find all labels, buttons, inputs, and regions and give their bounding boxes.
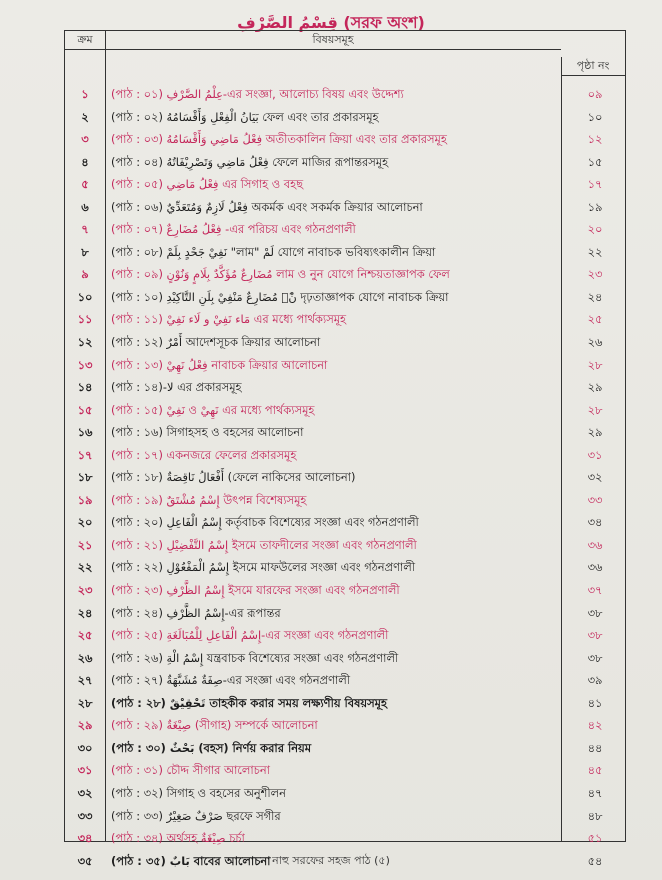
table-row xyxy=(65,218,625,241)
row-topic-text: (পাঠ : ০৩) فِعْلُ مَاضِي وَأَقْسَامُهُ অতীতকালিন ক্রিয়া এবং তার প্রকারসমূহ xyxy=(111,132,447,147)
serial-header: ক্রম xyxy=(65,31,105,50)
row-topic-text: (পাঠ : ১১) مَاء نَفِيْ و لَاء نَفِيْ এর মধ্যে পার্থক্যসমূহ xyxy=(111,312,347,327)
row-page-number: ২২ xyxy=(587,244,603,259)
row-topic xyxy=(111,286,551,309)
row-topic-text: (পাঠ : ৩২) সিগাহ ও বহসের অনুশীলন xyxy=(111,785,286,800)
table-row xyxy=(65,827,625,850)
row-number: ২৩ xyxy=(77,583,93,598)
row-page-number: ৫১ xyxy=(587,831,603,846)
row-page-number: ৩৭ xyxy=(587,583,603,598)
row-page-number: ৩১ xyxy=(587,447,603,462)
row-topic-text: (পাঠ : ২১) إِسْمُ التَّفْضِيْلِ ইসমে তাফদীলের সংজ্ঞা এবং গঠনপ্রণালী xyxy=(111,537,417,552)
row-number: ২৪ xyxy=(77,605,93,620)
row-number: ২৭ xyxy=(77,673,93,688)
table-row xyxy=(65,173,625,196)
row-topic xyxy=(111,714,551,737)
row-topic xyxy=(111,737,551,760)
row-topic xyxy=(111,151,551,174)
row-page-number: ১০ xyxy=(587,109,603,124)
row-number: ২ xyxy=(81,109,89,124)
row-number: ১২ xyxy=(77,335,93,350)
row-topic xyxy=(111,399,551,422)
row-page-number: ২৫ xyxy=(587,312,603,327)
row-topic xyxy=(111,782,551,805)
row-topic-text: (পাঠ : ৩১) চৌদ্দ সীগার আলোচনা xyxy=(111,763,270,778)
row-topic xyxy=(111,354,551,377)
row-number: ১৯ xyxy=(77,492,93,507)
row-number: ৩০ xyxy=(77,740,93,755)
table-row xyxy=(65,647,625,670)
table-row xyxy=(65,782,625,805)
row-page-number: ৩৩ xyxy=(587,492,603,507)
page-header: পৃষ্ঠা নং xyxy=(561,57,625,76)
row-topic-text: (পাঠ : ৩৫) بَابٌ বাবের আলোচনা xyxy=(111,853,271,868)
row-page-number: ০৯ xyxy=(587,87,603,101)
row-number: ২০ xyxy=(77,515,93,530)
row-number: ৩ xyxy=(81,132,89,147)
row-topic-text: (পাঠ : ১৮) أَفْعَالُ نَاقِصَةٌ (ফেলে নাকিসের আলোচনা) xyxy=(111,470,356,485)
row-topic xyxy=(111,692,551,715)
row-number: ৪ xyxy=(81,154,89,169)
page-footer: নাহু সরফের সহজ পাঠ (৫) xyxy=(272,854,390,867)
row-page-number: ২৬ xyxy=(587,335,603,350)
table-row xyxy=(65,399,625,422)
row-page-number: ১৭ xyxy=(587,177,603,192)
row-page-number: ৩৯ xyxy=(587,673,603,688)
table-row xyxy=(65,354,625,377)
row-page-number: ৩২ xyxy=(587,470,603,485)
row-topic-text: (পাঠ : ৩৪) অর্থসহ صِيْغَةٌ চর্চা xyxy=(111,831,245,846)
row-topic xyxy=(111,827,551,850)
table-row xyxy=(65,83,625,106)
row-number: ২৮ xyxy=(77,695,93,710)
row-topic xyxy=(111,579,551,602)
row-topic xyxy=(111,376,551,399)
table-row xyxy=(65,579,625,602)
row-number: ১০ xyxy=(77,289,93,304)
row-number: ২২ xyxy=(77,560,93,575)
table-row xyxy=(65,421,625,444)
table-row xyxy=(65,737,625,760)
row-topic-text: (পাঠ : ২৬) إِسْمُ الْةِ যন্ত্রবাচক বিশেষ্যের সংজ্ঞা এবং গঠনপ্রণালী xyxy=(111,650,399,665)
contents-list xyxy=(65,83,625,872)
row-topic xyxy=(111,308,551,331)
row-number: ১৮ xyxy=(77,470,93,485)
row-topic-text: (পাঠ : ১৯) إِسْمُ مُشْتَقٌ উৎপন্ন বিশেষ্যসমূহ xyxy=(111,492,307,507)
row-topic-text: (পাঠ : ২৪) إِسْمُ الظَّرْفِ-এর রূপান্তর xyxy=(111,605,281,620)
row-topic-text: (পাঠ : ১৪)-لا এর প্রকারসমূহ xyxy=(111,380,242,395)
row-page-number: ২৪ xyxy=(587,289,603,304)
row-number: ১৪ xyxy=(77,380,93,395)
table-row xyxy=(65,511,625,534)
row-topic-text: (পাঠ : ০৫) فِعْلُ مَاضِي এর সিগাহ ও বহছ xyxy=(111,177,304,192)
row-number: ১ xyxy=(81,87,89,101)
row-topic-text: (পাঠ : ০৯) مُضَارِعٌ مُؤَكَّدٌ بِلَامٍ وَنُوْنٍ লাম ও নুন যোগে নিশ্চয়তাজ্ঞাপক ফেল xyxy=(111,267,450,282)
row-topic-text: (পাঠ : ১৬) সিগাহসহ ও বহসের আলোচনা xyxy=(111,425,304,440)
row-topic-text: (পাঠ : ২০) إِسْمُ الْفَاعِلِ কর্তৃবাচক বিশেষ্যের সংজ্ঞা এবং গঠনপ্রণালী xyxy=(111,515,419,530)
page-title: قِسْمُ الصَّرْفِ (সরফ অংশ) xyxy=(237,13,425,32)
row-number: ৬ xyxy=(81,199,89,214)
table-row xyxy=(65,466,625,489)
row-page-number: ৩৪ xyxy=(587,515,603,530)
row-topic-text: (পাঠ : ০৬) فِعْلُ لَازِمٌ وَمُتَعَدِّيٌ অকর্মক এবং সকর্মক ক্রিয়ার আলোচনা xyxy=(111,199,423,214)
table-row xyxy=(65,106,625,129)
row-page-number: ৪৫ xyxy=(587,763,603,778)
row-topic-text: (পাঠ : ২৭) صِفَةٌ مُشَبَّهَةٌ-এর সংজ্ঞা এবং গঠনপ্রণালী xyxy=(111,673,351,688)
row-topic xyxy=(111,444,551,467)
table-row xyxy=(65,128,625,151)
row-page-number: ১৫ xyxy=(587,154,603,169)
row-topic-text: (পাঠ : ১২) أَمْرٌ আদেশসূচক ক্রিয়ার আলোচনা xyxy=(111,335,321,350)
table-row xyxy=(65,241,625,264)
row-number: ৩৪ xyxy=(77,831,93,846)
row-page-number: ৩৬ xyxy=(587,560,603,575)
row-page-number: ৪২ xyxy=(587,718,603,733)
row-topic xyxy=(111,534,551,557)
row-number: ৩১ xyxy=(77,763,93,778)
table-row xyxy=(65,196,625,219)
row-page-number: ২৯ xyxy=(587,425,603,440)
row-topic-text: (পাঠ : ০৮) نَفِيْ جَحْدٍ بِلَمْ "লাম" لَمْ যোগে নাবাচক ভবিষ্যৎকালীন ক্রিয়া xyxy=(111,244,436,259)
row-number: ৮ xyxy=(81,244,89,259)
row-page-number: ১২ xyxy=(587,132,603,147)
row-page-number: ১৯ xyxy=(587,199,603,214)
row-topic xyxy=(111,556,551,579)
row-number: ১৭ xyxy=(77,447,93,462)
row-number: ২১ xyxy=(77,537,93,552)
row-topic xyxy=(111,466,551,489)
row-topic xyxy=(111,196,551,219)
row-topic-text: (পাঠ : ৩০) بَحْثٌ (বহস) নির্ণয় করার নিয়ম xyxy=(111,740,312,755)
row-number: ৩২ xyxy=(77,785,93,800)
row-page-number: ৩৬ xyxy=(587,537,603,552)
row-topic-text: (পাঠ : ২২) إِسْمُ الْمَفْعُوْلِ ইসমে মাফউলের সংজ্ঞা এবং গঠনপ্রণালী xyxy=(111,560,416,575)
row-number: ১১ xyxy=(77,312,93,327)
row-number: ১৬ xyxy=(77,425,93,440)
row-topic-text: (পাঠ : ০১) عِلْمُ الصَّرْفِ-এর সংজ্ঞা, আলোচ্য বিষয় এবং উদ্দেশ্য xyxy=(111,87,404,101)
row-topic xyxy=(111,218,551,241)
table-row xyxy=(65,151,625,174)
table-row xyxy=(65,534,625,557)
topic-header: বিষয়সমূহ xyxy=(105,31,561,50)
table-row xyxy=(65,331,625,354)
table-row xyxy=(65,263,625,286)
row-topic-text: (পাঠ : ৩৩) صَرْفٌ صَغِيْرٌ ছরফে সগীর xyxy=(111,808,281,823)
row-page-number: ৪৭ xyxy=(587,785,603,800)
row-topic xyxy=(111,647,551,670)
table-row xyxy=(65,805,625,828)
row-topic-text: (পাঠ : ০২) بَيَانُ الْفِعْلِ وَأَقْسَامُهُ ফেল এবং তার প্রকারসমূহ xyxy=(111,109,379,124)
row-page-number: ৪৮ xyxy=(587,808,603,823)
row-topic xyxy=(111,602,551,625)
row-topic xyxy=(111,669,551,692)
table-row xyxy=(65,669,625,692)
row-number: ৯ xyxy=(81,267,89,282)
row-number: ২৫ xyxy=(77,628,93,643)
row-topic xyxy=(111,263,551,286)
row-topic xyxy=(111,511,551,534)
row-number: ৫ xyxy=(81,177,89,192)
row-topic-text: (পাঠ : ০৭) فِعْلُ مُضَارِعٌ -এর পরিচয় এবং গঠনপ্রণালী xyxy=(111,222,356,237)
row-number: ২৯ xyxy=(77,718,93,733)
row-page-number: ২৮ xyxy=(587,357,603,372)
row-topic xyxy=(111,241,551,264)
row-number: ৩৫ xyxy=(77,853,93,868)
table-row xyxy=(65,489,625,512)
row-topic-text: (পাঠ : ২৯) صِيْغَةٌ (সীগাহ) সম্পর্কে আলোচনা xyxy=(111,718,318,733)
row-page-number: ২৮ xyxy=(587,402,603,417)
row-topic-text: (পাঠ : ১৩) فِعْلُ نَهِيْ নাবাচক ক্রিয়ার আলোচনা xyxy=(111,357,328,372)
row-topic xyxy=(111,624,551,647)
row-page-number: ৪৪ xyxy=(587,740,603,755)
row-topic xyxy=(111,331,551,354)
row-topic-text: (পাঠ : ১০) مُضَارِعٌ مَنْفِيْ بِلَنِ التَّاكِيْدِ লَنْ দৃঢ়তাজ্ঞাপক যোগে নাবাচক ক্রিয়া xyxy=(111,289,449,304)
table-row xyxy=(65,624,625,647)
row-page-number: ২৯ xyxy=(587,380,603,395)
row-topic xyxy=(111,805,551,828)
row-page-number: ৫৪ xyxy=(587,853,603,868)
row-number: ২৬ xyxy=(77,650,93,665)
row-topic xyxy=(111,106,551,129)
table-row xyxy=(65,692,625,715)
table-row xyxy=(65,602,625,625)
row-topic-text: (পাঠ : ২৫) إِسْمُ الْفَاعِلِ لِلْمُبَالَغَةِ-এর সংজ্ঞা এবং গঠনপ্রণালী xyxy=(111,628,389,643)
row-page-number: ২০ xyxy=(587,222,603,237)
row-topic xyxy=(111,421,551,444)
row-topic-text: (পাঠ : ১৫) نَفِيْ ও نَهِيْ এর মধ্যে পার্থক্যসমূহ xyxy=(111,402,315,417)
row-topic-text: (পাঠ : ০৪) فِعْلُ مَاضِي وَتَصْرِيْفَاتُهُ ফেলে মাজির রূপান্তরসমূহ xyxy=(111,154,389,169)
row-page-number: ৪১ xyxy=(587,695,603,710)
table-row xyxy=(65,376,625,399)
table-row xyxy=(65,444,625,467)
row-number: ৩৩ xyxy=(77,808,93,823)
table-row xyxy=(65,286,625,309)
row-page-number: ৩৮ xyxy=(587,650,603,665)
table-row xyxy=(65,714,625,737)
row-topic-text: (পাঠ : ১৭) একনজরে ফেলের প্রকারসমূহ xyxy=(111,447,297,462)
table-row xyxy=(65,308,625,331)
row-number: ১৫ xyxy=(77,402,93,417)
row-topic xyxy=(111,83,551,106)
row-page-number: ৩৮ xyxy=(587,628,603,643)
table-row xyxy=(65,759,625,782)
table-row xyxy=(65,556,625,579)
row-topic xyxy=(111,759,551,782)
row-topic-text: (পাঠ : ২৩) إِسْمُ الظَّرْفِ ইসমে যারফের সংজ্ঞা এবং গঠনপ্রণালী xyxy=(111,583,400,598)
row-number: ৭ xyxy=(81,222,89,237)
row-page-number: ৩৮ xyxy=(587,605,603,620)
row-page-number: ২৩ xyxy=(587,267,603,282)
row-number: ১৩ xyxy=(77,357,93,372)
row-topic xyxy=(111,489,551,512)
row-topic xyxy=(111,173,551,196)
row-topic-text: (পাঠ : ২৮) تَحْقِيْقٌ তাহকীক করার সময় লক্ষ্যণীয় বিষয়সমূহ xyxy=(111,695,387,710)
row-topic xyxy=(111,128,551,151)
